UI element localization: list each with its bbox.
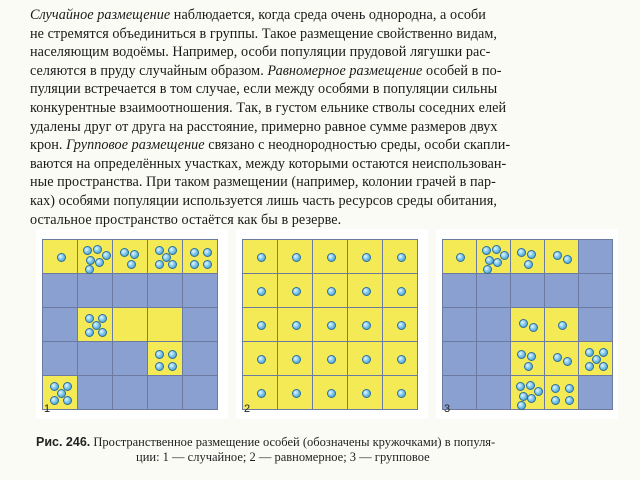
text-run: связано с неоднородностью среды, особи скапли-: [204, 137, 511, 154]
individual-dot: [292, 389, 301, 398]
individual-dot: [519, 319, 528, 328]
habitat-cell-empty: [43, 342, 77, 375]
individual-dot: [257, 321, 266, 330]
figure-grid: [442, 239, 613, 410]
habitat-cell-occupied: [313, 376, 347, 409]
paragraph-line: [30, 136, 620, 155]
individual-dot: [565, 396, 574, 405]
figure-uniform: [236, 229, 428, 419]
habitat-cell-occupied: [148, 342, 182, 375]
individual-dot: [292, 355, 301, 364]
paragraph-line: [30, 62, 620, 81]
individual-dot: [155, 362, 164, 371]
habitat-cell-empty: [477, 376, 510, 409]
individual-dot: [397, 321, 406, 330]
individual-dot: [83, 246, 92, 255]
individual-dot: [526, 381, 535, 390]
individual-dot: [493, 258, 502, 267]
habitat-cell-empty: [511, 274, 544, 307]
habitat-cell-empty: [113, 342, 147, 375]
paragraph-line: [30, 155, 620, 174]
habitat-cell-empty: [545, 274, 578, 307]
individual-dot: [585, 362, 594, 371]
individual-dot: [257, 253, 266, 262]
habitat-cell-occupied: [383, 342, 417, 375]
habitat-cell-occupied: [348, 274, 382, 307]
habitat-cell-empty: [443, 308, 476, 341]
habitat-cell-occupied: [278, 274, 312, 307]
individual-dot: [456, 253, 465, 262]
habitat-cell-occupied: [113, 240, 147, 273]
paragraph-line: [30, 43, 620, 62]
individual-dot: [257, 389, 266, 398]
text-run: ваются на определённых участках, между которыми остаются неиспользован-: [30, 155, 507, 172]
habitat-cell-empty: [477, 274, 510, 307]
individual-dot: [50, 396, 59, 405]
habitat-cell-empty: [579, 240, 612, 273]
habitat-cell-occupied: [243, 308, 277, 341]
individual-dot: [93, 245, 102, 254]
figure-grid: [42, 239, 218, 410]
habitat-cell-occupied: [278, 376, 312, 409]
individual-dot: [155, 350, 164, 359]
figure-number: 3: [444, 403, 451, 415]
individual-dot: [362, 287, 371, 296]
habitat-cell-occupied: [278, 342, 312, 375]
paragraph-line: [30, 80, 620, 99]
habitat-cell-occupied: [545, 376, 578, 409]
figure-number: 2: [244, 403, 251, 415]
text-run: ках) особями популяции используется лишь часть ресурсов среды обитания,: [30, 192, 497, 209]
term: Случайное размещение: [30, 7, 171, 23]
paragraph-line: [30, 25, 620, 44]
individual-dot: [98, 328, 107, 337]
habitat-cell-empty: [443, 274, 476, 307]
habitat-cell-occupied: [383, 240, 417, 273]
habitat-cell-occupied: [313, 240, 347, 273]
caption-line-2: ции: 1 — случайное; 2 — равномерное; 3 — групповое: [136, 450, 430, 464]
individual-dot: [565, 384, 574, 393]
paragraph-line: [30, 118, 620, 137]
habitat-cell-empty: [579, 274, 612, 307]
individual-dot: [190, 260, 199, 269]
habitat-cell-occupied: [348, 240, 382, 273]
term: Равномерное размещение: [267, 62, 423, 79]
habitat-cell-empty: [78, 274, 112, 307]
individual-dot: [57, 253, 66, 262]
caption-line-1: Пространственное размещение особей (обозначены кружочками) в популя-: [90, 435, 496, 449]
habitat-cell-occupied: [43, 240, 77, 273]
habitat-cell-empty: [148, 376, 182, 409]
individual-dot: [482, 246, 491, 255]
text-run: остальное пространство остаётся как бы в резерве.: [30, 211, 342, 228]
individual-dot: [203, 248, 212, 257]
individual-dot: [397, 355, 406, 364]
habitat-cell-occupied: [243, 274, 277, 307]
habitat-cell-empty: [43, 274, 77, 307]
habitat-cell-occupied: [545, 342, 578, 375]
text-run: ные пространства. При таком размещении (например, колонии грачей в пар-: [30, 174, 496, 191]
text-run: селяются в пруду случайным образом.: [30, 62, 268, 79]
individual-dot: [529, 323, 538, 332]
habitat-cell-empty: [579, 308, 612, 341]
individual-dot: [599, 362, 608, 371]
habitat-cell-empty: [183, 376, 217, 409]
text-run: удалены друг от друга на расстояние, примерно равное сумме размеров двух: [30, 118, 498, 135]
caption-label: Рис. 246.: [36, 435, 91, 449]
individual-dot: [516, 382, 525, 391]
habitat-cell-empty: [113, 376, 147, 409]
individual-dot: [534, 387, 543, 396]
individual-dot: [127, 260, 136, 269]
text-run: пуляции встречается в том случае, если между особями в популяции сильны: [30, 81, 498, 98]
habitat-cell-empty: [113, 274, 147, 307]
individual-dot: [292, 321, 301, 330]
individual-dot: [517, 401, 526, 410]
individual-dot: [327, 389, 336, 398]
individual-dot: [527, 394, 536, 403]
individual-dot: [292, 253, 301, 262]
paragraph: [30, 6, 620, 229]
individual-dot: [362, 321, 371, 330]
habitat-cell-occupied: [348, 342, 382, 375]
text-run: не стремятся объединиться в группы. Такое размещение свойственно видам,: [30, 25, 497, 42]
individual-dot: [130, 250, 139, 259]
habitat-cell-occupied: [477, 240, 510, 273]
habitat-cell-occupied: [313, 342, 347, 375]
individual-dot: [553, 353, 562, 362]
habitat-cell-empty: [183, 308, 217, 341]
individual-dot: [362, 355, 371, 364]
habitat-cell-empty: [183, 274, 217, 307]
habitat-cell-occupied: [579, 342, 612, 375]
text-run: конкурентные взаимоотношения. Так, в густом ельнике стволы соседних елей: [30, 99, 507, 116]
individual-dot: [190, 248, 199, 257]
individual-dot: [551, 384, 560, 393]
habitat-cell-empty: [443, 342, 476, 375]
individual-dot: [86, 256, 95, 265]
text-run: населяющим водоёмы. Например, особи популяции прудовой лягушки рас-: [30, 44, 491, 61]
habitat-cell-occupied: [511, 240, 544, 273]
paragraph-line: [30, 6, 620, 25]
individual-dot: [563, 357, 572, 366]
habitat-cell-occupied: [383, 308, 417, 341]
individual-dot: [524, 260, 533, 269]
habitat-cell-empty: [78, 342, 112, 375]
habitat-cell-occupied: [348, 308, 382, 341]
habitat-cell-occupied: [545, 240, 578, 273]
individual-dot: [563, 255, 572, 264]
individual-dot: [168, 260, 177, 269]
habitat-cell-occupied: [78, 308, 112, 341]
habitat-cell-occupied: [511, 342, 544, 375]
individual-dot: [492, 245, 501, 254]
individual-dot: [85, 328, 94, 337]
habitat-cell-occupied: [243, 342, 277, 375]
habitat-cell-empty: [43, 308, 77, 341]
habitat-cell-occupied: [278, 308, 312, 341]
habitat-cell-empty: [477, 308, 510, 341]
individual-dot: [517, 350, 526, 359]
habitat-cell-occupied: [183, 240, 217, 273]
habitat-cell-empty: [477, 342, 510, 375]
individual-dot: [397, 253, 406, 262]
paragraph-line: [30, 99, 620, 118]
individual-dot: [327, 287, 336, 296]
habitat-cell-occupied: [313, 274, 347, 307]
individual-dot: [527, 250, 536, 259]
individual-dot: [155, 260, 164, 269]
individual-dot: [553, 251, 562, 260]
habitat-cell-empty: [579, 376, 612, 409]
individual-dot: [95, 258, 104, 267]
individual-dot: [85, 265, 94, 274]
habitat-cell-occupied: [278, 240, 312, 273]
figure-grid: [242, 239, 418, 410]
individual-dot: [362, 253, 371, 262]
individual-dot: [483, 265, 492, 274]
habitat-cell-occupied: [443, 240, 476, 273]
figure-random: [36, 229, 228, 419]
individual-dot: [168, 350, 177, 359]
habitat-cell-empty: [78, 376, 112, 409]
paragraph-line: [30, 173, 620, 192]
paragraph-line: [30, 192, 620, 211]
individual-dot: [327, 321, 336, 330]
individual-dot: [168, 362, 177, 371]
figure-caption: [36, 435, 616, 465]
individual-dot: [203, 260, 212, 269]
habitat-cell-occupied: [511, 376, 544, 409]
habitat-cell-occupied: [545, 308, 578, 341]
individual-dot: [257, 287, 266, 296]
habitat-cell-occupied: [348, 376, 382, 409]
individual-dot: [524, 362, 533, 371]
individual-dot: [551, 396, 560, 405]
habitat-cell-occupied: [511, 308, 544, 341]
individual-dot: [292, 287, 301, 296]
habitat-cell-empty: [183, 342, 217, 375]
text-run: крон.: [30, 137, 67, 154]
habitat-cell-occupied: [313, 308, 347, 341]
individual-dot: [327, 253, 336, 262]
individual-dot: [527, 352, 536, 361]
figure-clumped: [436, 229, 618, 419]
habitat-cell-occupied: [383, 274, 417, 307]
individual-dot: [500, 251, 509, 260]
paragraph-line: [30, 211, 620, 230]
habitat-cell-occupied: [78, 240, 112, 273]
habitat-cell-occupied: [148, 240, 182, 273]
individual-dot: [327, 355, 336, 364]
text-run: наблюдается, когда среда очень однородна, а особи: [170, 7, 486, 23]
individual-dot: [120, 248, 129, 257]
habitat-cell-occupied: [148, 308, 182, 341]
figure-number: 1: [44, 403, 51, 415]
individual-dot: [397, 389, 406, 398]
term: Групповое размещение: [66, 137, 205, 154]
habitat-cell-occupied: [243, 240, 277, 273]
individual-dot: [362, 389, 371, 398]
individual-dot: [257, 355, 266, 364]
habitat-cell-empty: [148, 274, 182, 307]
habitat-cell-occupied: [383, 376, 417, 409]
individual-dot: [397, 287, 406, 296]
individual-dot: [558, 321, 567, 330]
individual-dot: [517, 248, 526, 257]
text-run: особей в по-: [422, 62, 502, 79]
habitat-cell-occupied: [113, 308, 147, 341]
individual-dot: [63, 396, 72, 405]
